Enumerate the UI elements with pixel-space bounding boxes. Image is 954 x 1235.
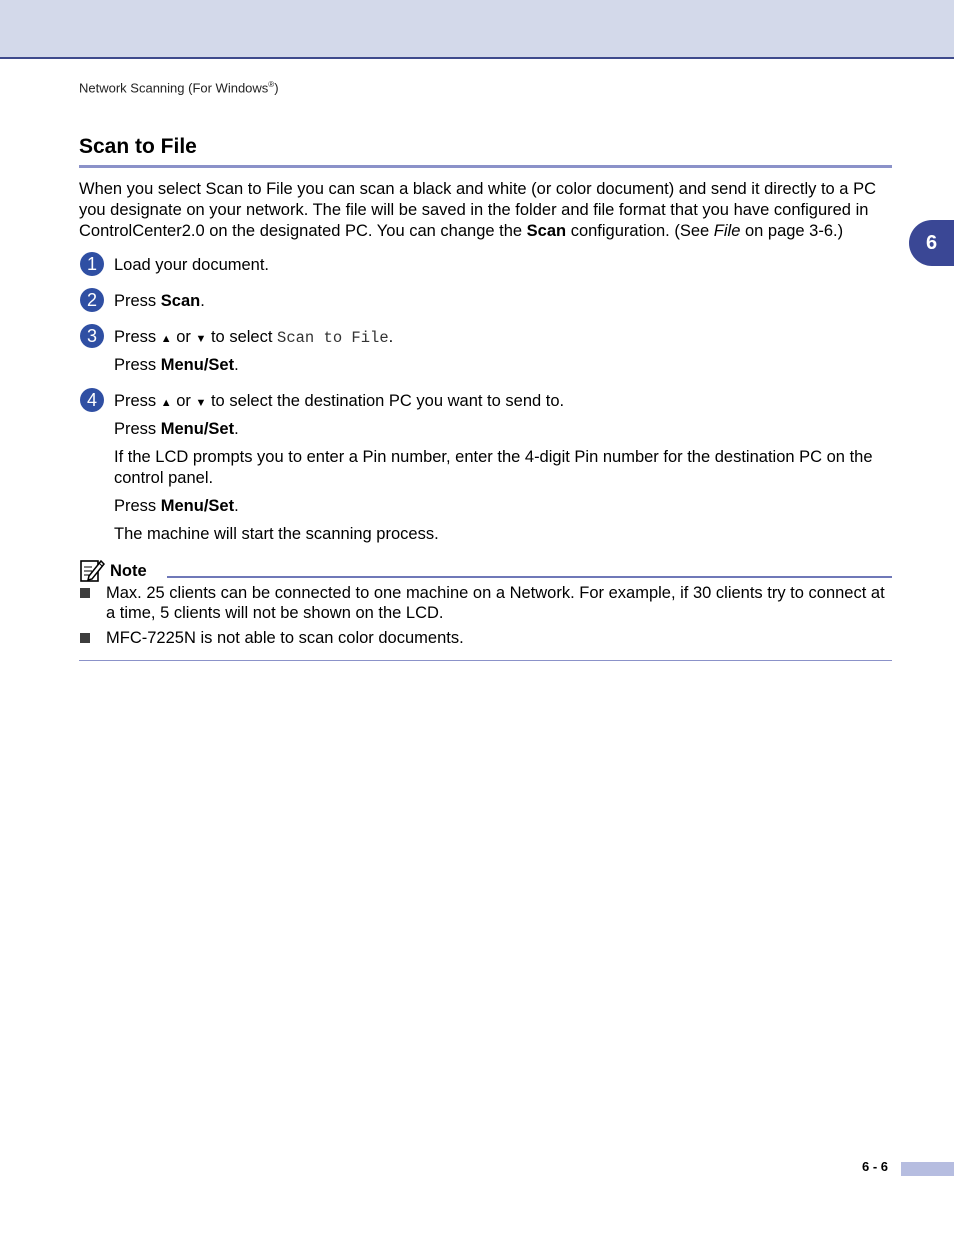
step-4-number-badge: 4 — [80, 388, 104, 412]
step-3-text: Press ▲ or ▼ to select Scan to File. — [114, 328, 394, 347]
section-title: Scan to File — [79, 135, 197, 158]
note-item: Max. 25 clients can be connected to one machine on a Network. For example, if 30 clients try to connect at a time, 5 clients will not be shown on the LCD. — [106, 584, 885, 622]
title-underline — [79, 165, 892, 168]
page-number: 6 - 6 — [862, 1159, 889, 1174]
down-arrow-icon: ▼ — [195, 397, 207, 409]
step-2-number-badge: 2 — [80, 288, 104, 312]
up-arrow-icon: ▲ — [160, 397, 172, 409]
lcd-menu-option: Scan to File — [277, 329, 389, 347]
note-label: Note — [110, 562, 147, 580]
step-4-press-menu-set: Press Menu/Set. — [114, 420, 239, 438]
note-header-rule — [167, 576, 892, 578]
step-4-press-menu-set-again: Press Menu/Set. — [114, 497, 239, 515]
step-3-press-menu-set: Press Menu/Set. — [114, 356, 239, 374]
up-arrow-icon: ▲ — [160, 333, 172, 345]
top-header-band — [0, 0, 954, 59]
down-arrow-icon: ▼ — [195, 333, 207, 345]
step-4-final-text: The machine will start the scanning process. — [114, 525, 439, 543]
note-item: MFC-7225N is not able to scan color documents. — [106, 629, 464, 647]
bullet-square-icon — [80, 633, 90, 643]
step-1-number-badge: 1 — [80, 252, 104, 276]
step-2-text: Press Scan. — [114, 292, 205, 310]
note-pencil-icon — [79, 557, 105, 583]
page-footer-bar — [901, 1162, 954, 1176]
step-1-text: Load your document. — [114, 256, 270, 274]
bullet-square-icon — [80, 588, 90, 598]
running-header: Network Scanning (For Windows®) — [79, 80, 279, 96]
step-3-number-badge: 3 — [80, 324, 104, 348]
step-4-pin-instruction: If the LCD prompts you to enter a Pin number, enter the 4-digit Pin number for the destination PC on the control panel. — [114, 448, 873, 487]
note-end-rule — [79, 660, 892, 661]
intro-paragraph: When you select Scan to File you can scan a black and white (or color document) and send it directly to a PC you designate on your network. The file will be saved in the folder and file format that you have configured in ControlCenter2.0 on the designated PC. You can change the Scan configuration. (See File on page 3-6.) — [79, 180, 876, 240]
chapter-tab: 6 — [909, 220, 954, 266]
step-4-text: Press ▲ or ▼ to select the destination PC you want to send to. — [114, 392, 565, 410]
